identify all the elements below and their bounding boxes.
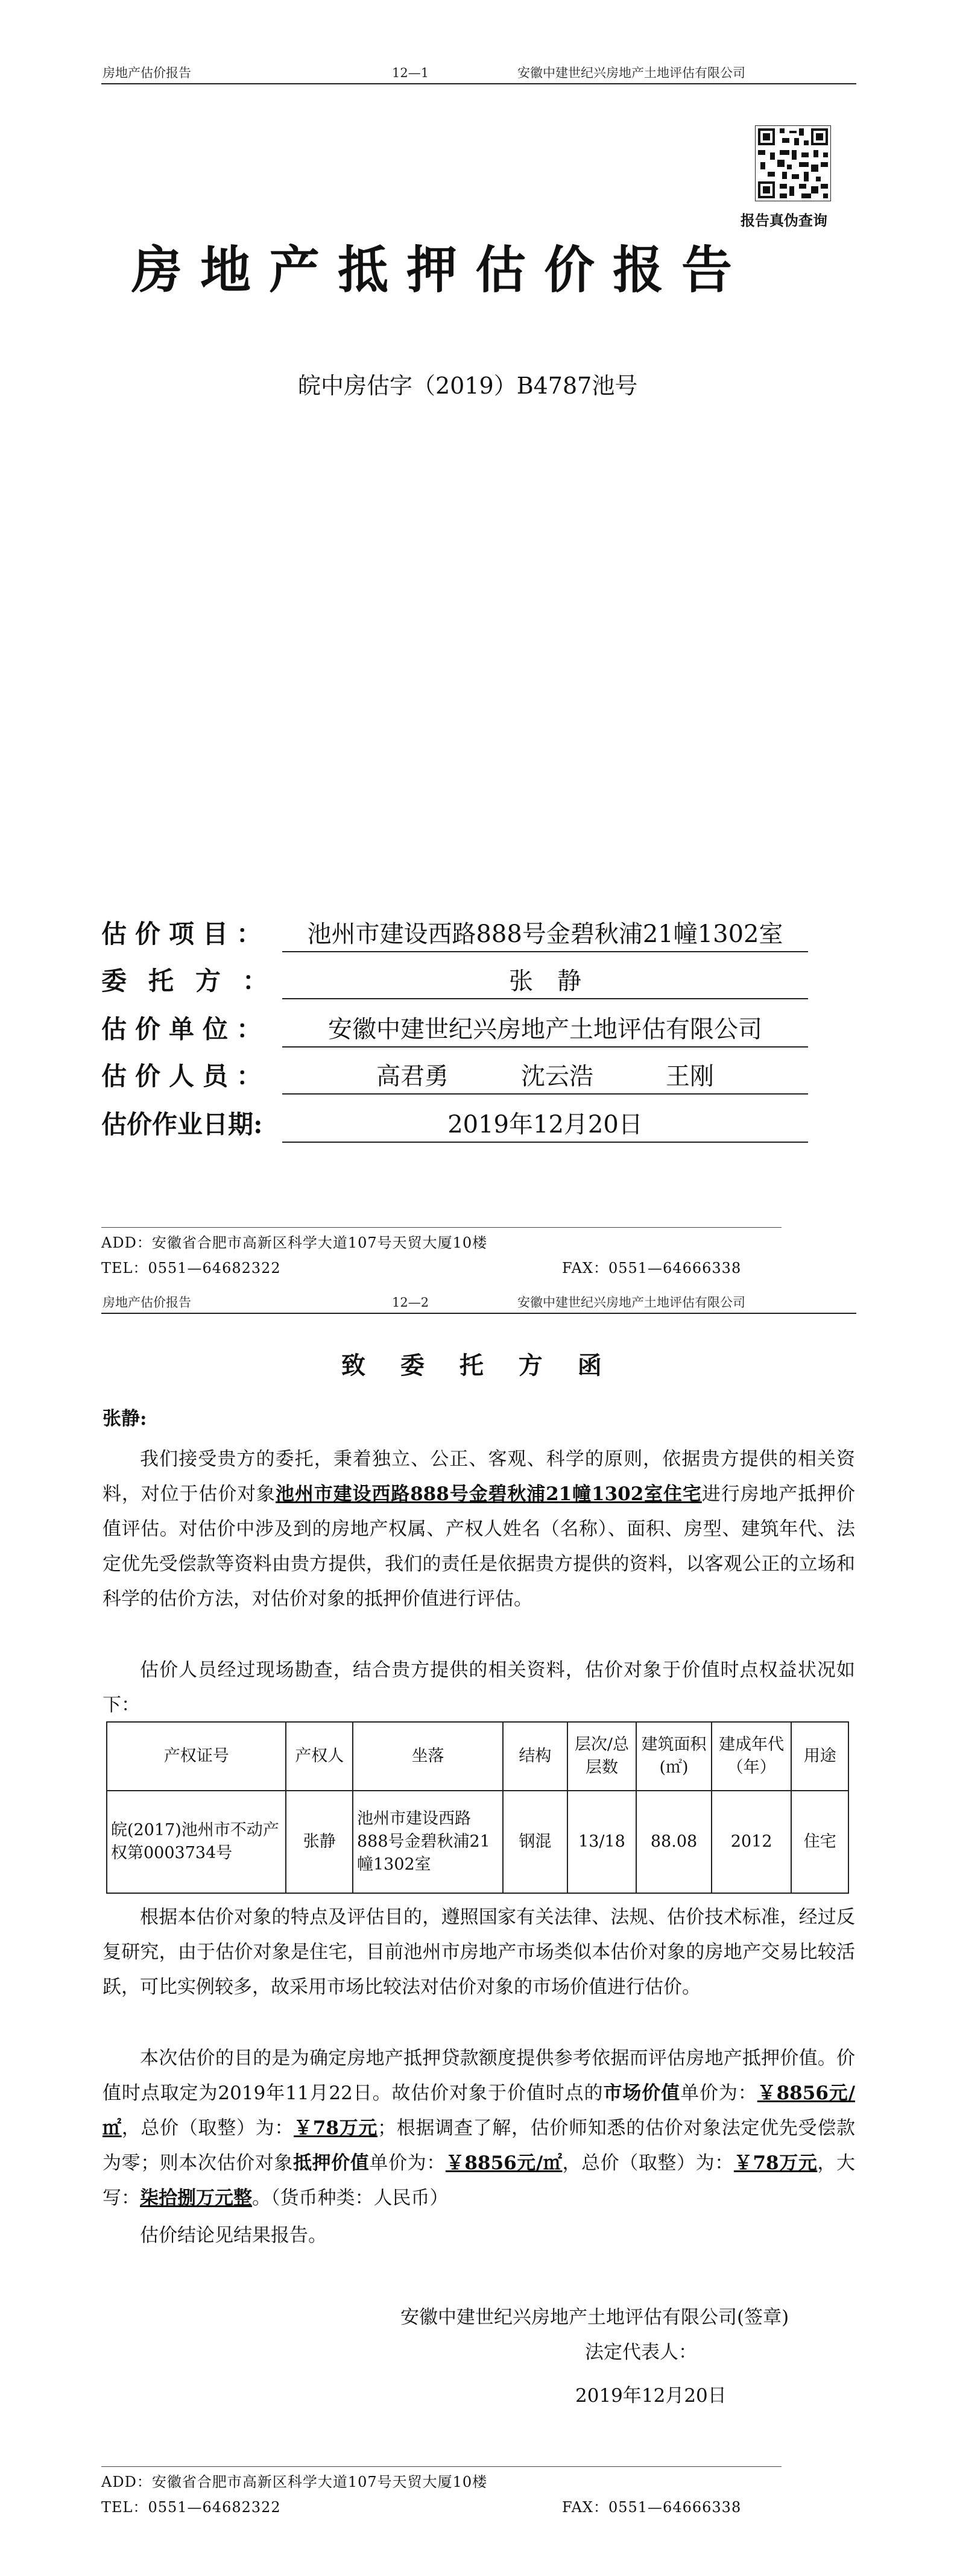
para4-market-total: ￥78万元	[294, 2117, 378, 2139]
page2-header-right: 安徽中建世纪兴房地产土地评估有限公司	[517, 1295, 745, 1310]
table-row	[107, 1791, 848, 1893]
para4-mortgage-total: ￥78万元	[733, 2152, 818, 2174]
para4-text-g: ；根据调查了解，估价师知悉的估价对象法定优先受偿款为零；则本次估价对象	[103, 2117, 856, 2174]
field-value-client: 张 静	[282, 964, 808, 999]
para4-text-c: 单价为：	[680, 2082, 757, 2104]
letter-paragraph-3: 根据本估价对象的特点及评估目的，遵照国家有关法律、法规、估价技术标准，经过反复研究，由于估价对象是住宅，目前池州市房地产市场类似本估价对象的房地产交易比较活跃，可比实例较多，故采用市场比较法对估价对象的市场价值进行估价。	[103, 1906, 855, 1998]
page2-footer-rule	[101, 2466, 782, 2467]
para4-mortgage-value: 抵押价值	[293, 2152, 370, 2174]
table-header-cell: 产权人	[286, 1722, 353, 1791]
letter-paragraph-1	[103, 1442, 855, 1616]
page1-header-rule	[101, 83, 856, 84]
table-header-cell: 坐落	[353, 1722, 503, 1791]
para4-text-m: ，大写：	[103, 2152, 856, 2209]
page2-footer-address: ADD：安徽省合肥市高新区科学大道107号天贸大厦10楼	[101, 2474, 488, 2490]
table-cell: 池州市建设西路888号金碧秋浦21幢1302室	[353, 1791, 503, 1893]
field-value-appraisers: 高君勇 沈云浩 王刚	[282, 1060, 808, 1095]
para1-text-c: 进行房地产抵押价值评估。对估价中涉及到的房地产权属、产权人姓名（名称）、面积、房型、建筑年代、法定优先受偿款等资料由贵方提供，我们的责任是依据贵方提供的资料，以客观公正的立场和科学的估价方法，对估价对象的抵押价值进行评估。	[103, 1483, 855, 1610]
page1-footer-address: ADD：安徽省合肥市高新区科学大道107号天贸大厦10楼	[101, 1234, 488, 1251]
field-value-work-date: 2019年12月20日	[282, 1108, 808, 1143]
para1-subject: 池州市建设西路888号金碧秋浦21幢1302室住宅	[275, 1483, 702, 1505]
signature-date: 2019年12月20日	[575, 2385, 727, 2407]
table-cell: 2012	[712, 1791, 792, 1893]
qr-code-icon	[755, 125, 831, 201]
para4-text-e: ，总价（取整）为：	[121, 2117, 294, 2139]
letter-salutation: 张静:	[103, 1408, 147, 1430]
table-cell: 13/18	[567, 1791, 637, 1893]
table-header-cell: 结构	[503, 1722, 567, 1791]
report-number: 皖中房估字（2019）B4787池号	[298, 372, 638, 399]
letter-title: 致 委 托 方 函	[341, 1351, 615, 1380]
page1-footer-fax: FAX：0551—64666338	[562, 1260, 742, 1277]
field-label-appraisers: 估价人员：	[101, 1061, 271, 1091]
letter-paragraph-5: 估价结论见结果报告。	[140, 2225, 327, 2246]
page2-header-left: 房地产估价报告	[103, 1295, 191, 1310]
page1-footer-rule	[101, 1227, 782, 1228]
para4-market-value: 市场价值	[603, 2082, 681, 2104]
table-cell: 皖(2017)池州市不动产权第0003734号	[107, 1791, 286, 1893]
field-label-work-date: 估价作业日期:	[101, 1110, 263, 1139]
table-cell: 张静	[286, 1791, 353, 1893]
qr-caption: 报告真伪查询	[741, 212, 827, 229]
page1-footer-tel: TEL：0551—64682322	[101, 1260, 281, 1277]
table-cell: 钢混	[503, 1791, 567, 1893]
field-value-project: 池州市建设西路888号金碧秋浦21幢1302室	[282, 917, 808, 952]
letter-paragraph-2: 估价人员经过现场勘查，结合贵方提供的相关资料，估价对象于价值时点权益状况如下：	[103, 1659, 855, 1716]
signature-company: 安徽中建世纪兴房地产土地评估有限公司(签章)	[400, 2307, 789, 2328]
table-cell: 88.08	[636, 1791, 712, 1893]
page1-header-page: 12—1	[392, 66, 429, 80]
field-value-appraiser-unit: 安徽中建世纪兴房地产土地评估有限公司	[282, 1013, 808, 1048]
table-cell: 住宅	[791, 1791, 848, 1893]
letter-paragraph-4	[103, 2041, 855, 2216]
para4-text-i: 单价为：	[369, 2152, 446, 2174]
para1-text-a: 我们接受贵方的委托，秉着独立、公正、客观、科学的原则，依据贵方提供的相关资料，对位于估价对象	[103, 1448, 855, 1505]
page1-header-left: 房地产估价报告	[103, 66, 191, 80]
table-header-cell: 层次/总层数	[567, 1722, 637, 1791]
field-label-appraiser-unit: 估价单位：	[101, 1014, 271, 1044]
para4-text-a: 本次估价的目的是为确定房地产抵押贷款额度提供参考依据而评估房地产抵押价值。价值时点取定为2019年11月22日。故估价对象于价值时点的	[103, 2047, 855, 2104]
page2-header-rule	[101, 1313, 856, 1314]
table-header-cell: 用途	[791, 1722, 848, 1791]
table-header-cell: 建成年代（年）	[712, 1722, 792, 1791]
page2-footer-tel: TEL：0551—64682322	[101, 2499, 281, 2516]
para4-text-o: 。（货币种类：人民币）	[252, 2187, 449, 2209]
table-header-row	[107, 1722, 848, 1791]
page2-header-page: 12—2	[392, 1295, 429, 1310]
field-label-client: 委托方：	[101, 966, 290, 996]
table-header-cell: 产权证号	[107, 1722, 286, 1791]
para4-total-in-words: 柒拾捌万元整	[140, 2187, 252, 2209]
field-label-project: 估价项目：	[101, 919, 271, 949]
para4-market-unit-price: ￥8856元/㎡	[103, 2082, 856, 2139]
page1-header-right: 安徽中建世纪兴房地产土地评估有限公司	[517, 66, 745, 80]
para4-text-k: ，总价（取整）为：	[562, 2152, 734, 2174]
signature-legal-rep: 法定代表人：	[585, 2342, 697, 2363]
property-rights-table	[106, 1721, 849, 1894]
page2-footer-fax: FAX：0551—64666338	[562, 2499, 742, 2516]
report-title: 房地产抵押估价报告	[131, 240, 751, 300]
para4-mortgage-unit-price: ￥8856元/㎡	[445, 2152, 563, 2174]
table-header-cell: 建筑面积(㎡)	[636, 1722, 712, 1791]
